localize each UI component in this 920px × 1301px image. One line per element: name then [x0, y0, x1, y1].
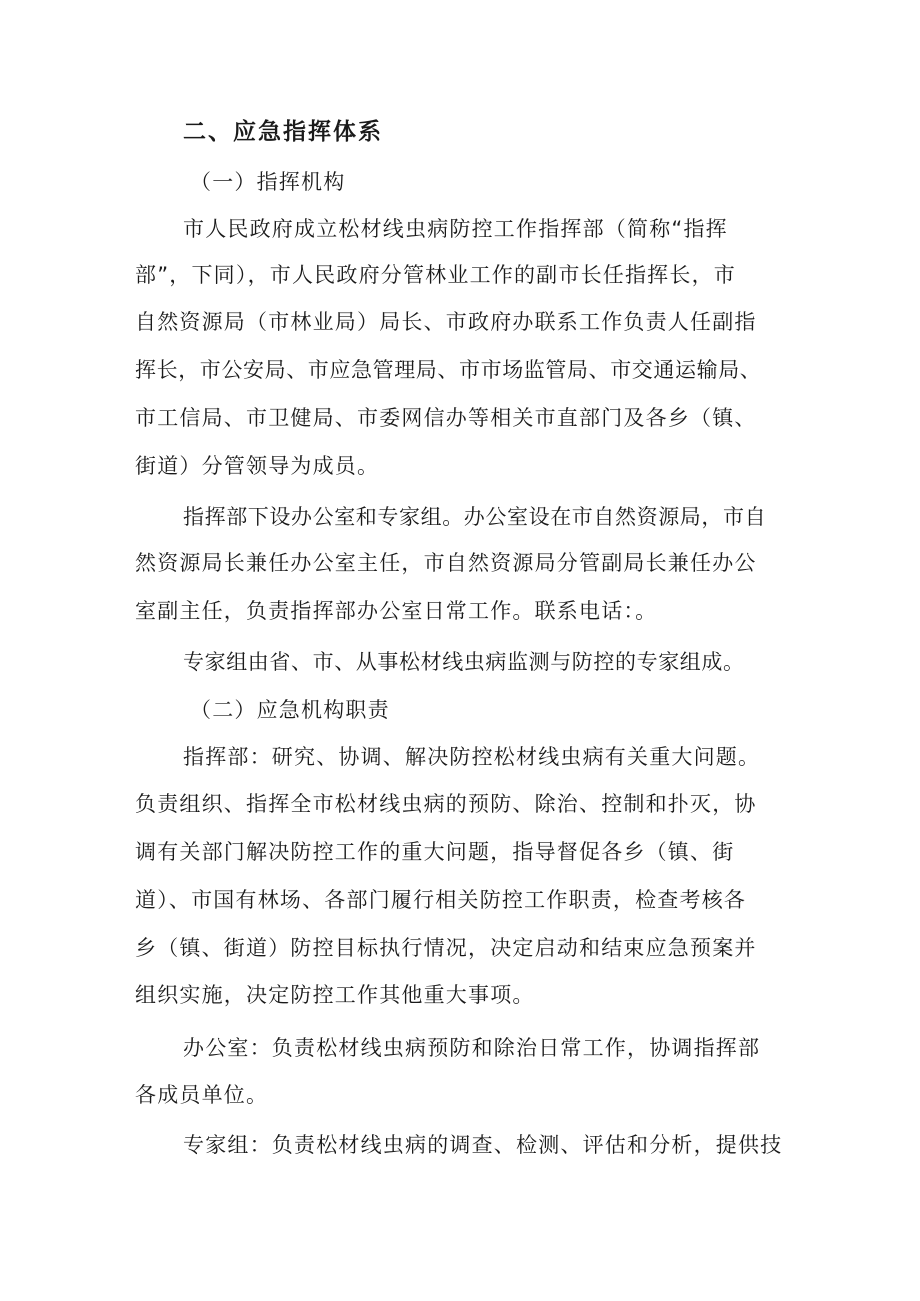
paragraph-line: 指挥部：研究、协调、解决防控松材线虫病有关重大问题。	[183, 745, 761, 769]
paragraph-line: 办公室：负责松材线虫病预防和除治日常工作，协调指挥部	[183, 1036, 761, 1060]
paragraph-line: 自然资源局（市林业局）局长、市政府办联系工作负责人任副指	[135, 310, 757, 334]
paragraph-line: 调有关部门解决防控工作的重大问题，指导督促各乡（镇、街	[135, 840, 735, 864]
paragraph-line: 负责组织、指挥全市松材线虫病的预防、除治、控制和扑灭，协	[135, 792, 757, 816]
paragraph-line: 组织实施，决定防控工作其他重大事项。	[135, 983, 535, 1007]
paragraph-line: 指挥部下设办公室和专家组。办公室设在市自然资源局，市自	[183, 505, 767, 529]
paragraph-line: 道）、市国有林场、各部门履行相关防控工作职责，检查考核各	[135, 888, 747, 912]
subheading-command-body: （一）指挥机构	[190, 170, 346, 194]
paragraph-line: 挥长，市公安局、市应急管理局、市市场监管局、市交通运输局、	[135, 358, 762, 382]
paragraph-line: 然资源局长兼任办公室主任，市自然资源局分管副局长兼任办公	[135, 551, 757, 575]
paragraph-line: 专家组由省、市、从事松材线虫病监测与防控的专家组成。	[183, 650, 745, 674]
paragraph-line: 市工信局、市卫健局、市委网信办等相关市直部门及各乡（镇、	[135, 406, 757, 430]
paragraph-line: 专家组：负责松材线虫病的调查、检测、评估和分析，提供技	[183, 1133, 783, 1157]
paragraph-line: 室副主任，负责指挥部办公室日常工作。联系电话：。	[135, 599, 658, 623]
section-heading: 二、应急指挥体系	[183, 119, 383, 145]
paragraph-line: 各成员单位。	[135, 1083, 269, 1107]
subheading-duties: （二）应急机构职责	[190, 698, 390, 722]
paragraph-line: 部”，下同），市人民政府分管林业工作的副市长任指挥长，市	[135, 263, 736, 287]
paragraph-line: 市人民政府成立松材线虫病防控工作指挥部（简称“指挥	[183, 217, 728, 241]
paragraph-line: 街道）分管领导为成员。	[135, 454, 380, 478]
paragraph-line: 乡（镇、街道）防控目标执行情况，决定启动和结束应急预案并	[135, 936, 757, 960]
